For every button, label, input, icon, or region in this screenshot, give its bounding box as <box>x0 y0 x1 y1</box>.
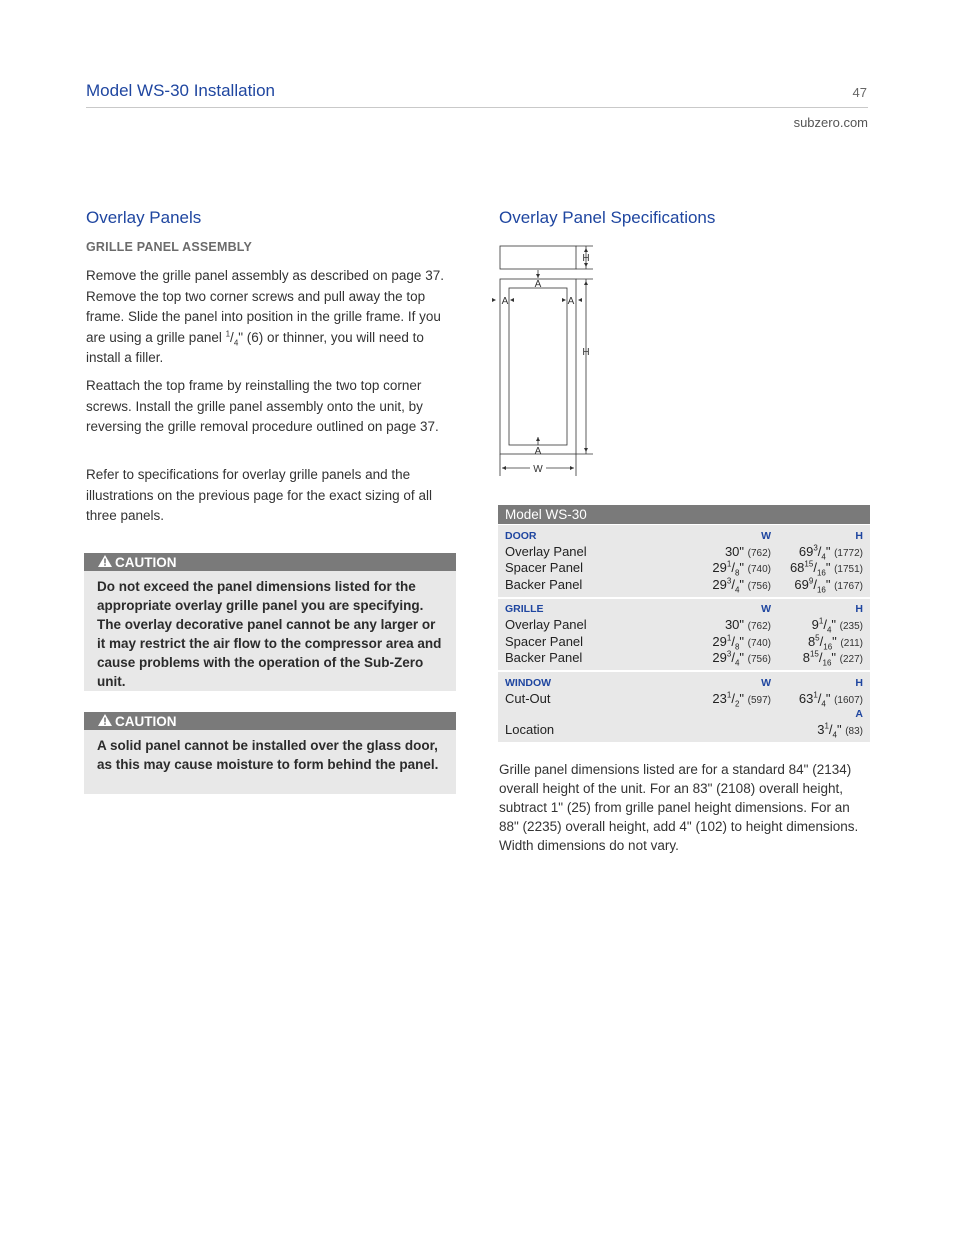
caution-header-2 <box>84 712 456 730</box>
fraction-numerator: 1 <box>225 329 231 338</box>
table-row <box>505 576 863 593</box>
caution-box-2 <box>84 712 456 794</box>
caution-text-1: Do not exceed the panel dimensions listed for the appropriate overlay grille panel you are specifying. The overlay decorative panel cannot be any larger or it may restrict the air flow to the compressor area and cause problems with the operation of the Sub-Zero unit. <box>97 579 442 689</box>
dimension-h-door-label: H <box>582 347 590 358</box>
table-row <box>505 690 863 707</box>
spec-group-door <box>498 525 870 597</box>
table-row <box>505 560 863 577</box>
spec-group-header <box>505 675 863 690</box>
panel-dimension-diagram <box>490 240 600 480</box>
row-height: $69^3/_4$" (1772) <box>798 543 863 562</box>
column-w-label: W <box>761 603 771 615</box>
header-divider <box>86 107 868 108</box>
row-height: $8^5/_{16}$" (211) <box>807 633 863 652</box>
paragraph-3: Refer to specifications for overlay grille panels and the illustrations on the previous page for the exact sizing of all three panels. <box>86 467 432 523</box>
row-name: Overlay Panel <box>505 617 587 633</box>
row-height: $9^1/_4$" (235) <box>811 616 863 635</box>
caution-text-2: A solid panel cannot be installed over the glass door, as this may cause moisture to form behind the panel. <box>97 738 439 772</box>
spec-table-model: Model WS-30 <box>498 505 870 524</box>
column-a-label: A <box>855 708 863 720</box>
spec-group-header <box>505 528 863 543</box>
spec-group-header <box>505 602 863 617</box>
row-name: Cut-Out <box>505 690 551 706</box>
fraction-denominator: 4 <box>233 338 239 348</box>
row-name: Location <box>505 722 555 738</box>
overlay-panels-title: Overlay Panels <box>86 208 202 227</box>
dimension-a-bottom-label: A <box>534 446 542 457</box>
spec-group-grille <box>498 599 870 671</box>
group-label-window: WINDOW <box>505 676 552 689</box>
website-label: subzero.com <box>793 115 868 130</box>
table-row <box>505 543 863 560</box>
spec-group-window <box>498 672 870 742</box>
caution-label-2: CAUTION <box>115 713 177 729</box>
row-width: 30" (762) <box>724 543 771 559</box>
row-width: $23^1/_2$" (597) <box>712 690 771 709</box>
paragraph-1-text-a: Remove the grille panel assembly as described on page 37. Remove the top two corner screws and pull away the top frame. Slide the panel into position in the grille frame. If you are using a grille panel <box>86 268 444 345</box>
grille-panel-assembly-subhead: GRILLE PANEL ASSEMBLY <box>86 240 253 254</box>
warning-triangle-icon <box>98 555 112 570</box>
page-header-title: Model WS-30 Installation <box>86 81 275 100</box>
caution-header-1 <box>84 553 456 571</box>
paragraph-1: Remove the grille panel assembly as described on page 37. Remove the top two corner screws and pull away the top frame. Slide the panel into position in the grille frame. If you are using a grille panel $^1/_4$" (6) or thinner, you will need to install a filler. <box>86 268 444 365</box>
paragraph-2: Reattach the top frame by reinstalling the two top corner screws. Install the grille panel assembly onto the unit, by reversing the grille removal procedure outlined on page 37. <box>86 378 439 434</box>
column-h-label: H <box>855 676 863 689</box>
row-name: Spacer Panel <box>505 633 584 649</box>
row-name: Overlay Panel <box>505 543 587 559</box>
overlay-panel-specifications-title: Overlay Panel Specifications <box>499 208 716 227</box>
column-h-label: H <box>855 603 863 615</box>
table-row <box>505 617 863 634</box>
group-label-door: DOOR <box>505 529 537 542</box>
row-a-value: $3^1/_4$" (83) <box>817 721 863 740</box>
row-width: $29^3/_4$" (756) <box>712 576 771 595</box>
door-panel-outline <box>500 279 576 454</box>
dimension-h-grille-label: H <box>582 253 590 264</box>
column-w-label: W <box>761 676 771 689</box>
page-number: 47 <box>852 85 867 100</box>
table-row <box>505 633 863 650</box>
column-h-label: H <box>855 529 863 542</box>
row-height: $63^1/_4$" (1607) <box>798 690 863 709</box>
row-width: $29^3/_4$" (756) <box>712 649 771 668</box>
row-name: Spacer Panel <box>505 560 584 576</box>
row-width: 30" (762) <box>724 617 771 633</box>
dimension-w-label: W <box>533 464 543 475</box>
window-cutout-outline <box>509 288 567 445</box>
column-w-label: W <box>761 529 771 542</box>
dimension-a-right-label: A <box>567 296 575 307</box>
table-row <box>505 650 863 667</box>
row-name: Backer Panel <box>505 576 583 592</box>
caution-label-1: CAUTION <box>115 554 177 570</box>
row-height: $68^{15}/_{16}$" (1751) <box>789 559 863 578</box>
grille-panel-outline <box>500 246 576 269</box>
paragraph-1-text-b: " (6) or thinner, you will need to install a filler. <box>86 329 424 365</box>
spec-table <box>498 505 870 742</box>
dimension-a-top-label: A <box>534 279 542 290</box>
spec-group-header <box>505 707 863 722</box>
table-row <box>505 722 863 739</box>
group-label-grille: GRILLE <box>505 603 544 615</box>
warning-triangle-icon <box>98 714 112 729</box>
row-height: $69^9/_{16}$" (1767) <box>794 576 863 595</box>
dimension-a-left-label: A <box>501 296 509 307</box>
row-width: $29^1/_8$" (740) <box>712 633 771 652</box>
row-name: Backer Panel <box>505 650 583 666</box>
grille-dimension-note: Grille panel dimensions listed are for a standard 84" (2134) overall height of the unit. For an 83" (2108) overall height, subtract 1" (25) from grille panel height dimensions. For an 88" (2235) overall height, add 4" (102) to height dimensions. Width dimensions do not vary. <box>499 762 859 853</box>
row-height: $8^{15}/_{16}$" (227) <box>802 649 863 668</box>
caution-box-1 <box>84 553 456 691</box>
row-width: $29^1/_8$" (740) <box>712 559 771 578</box>
